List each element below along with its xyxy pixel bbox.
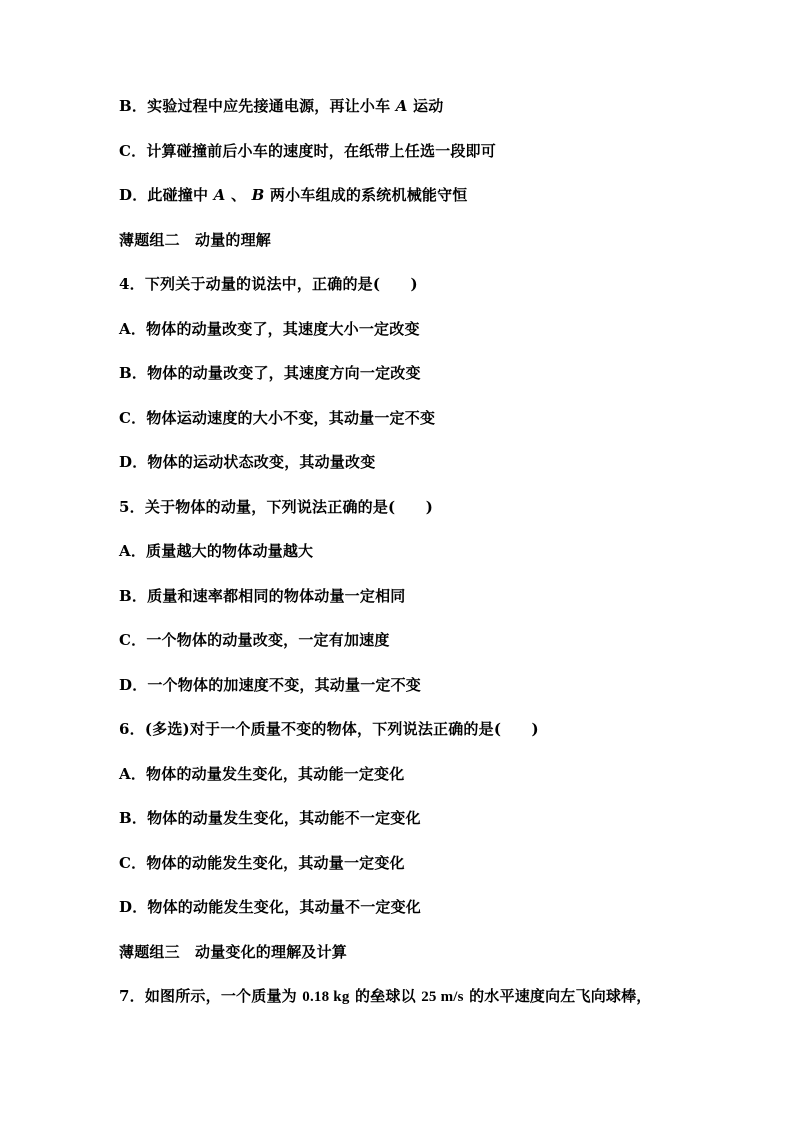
q3-option-d-text-end: 两小车组成的系统机械能守恒 (269, 186, 468, 204)
q7-stem (119, 986, 652, 1007)
q7-speed-value: 25 m/s (421, 989, 464, 1005)
q4-stem: 4．下列关于动量的说法中，正确的是( ) (119, 275, 418, 293)
section-3-title: 薄题组三 动量变化的理解及计算 (119, 943, 348, 961)
variable-b: B (251, 186, 265, 204)
q7-text: 7．如图所示，一个质量为 (119, 987, 297, 1005)
q6-stem: 6．(多选)对于一个质量不变的物体，下列说法正确的是( ) (119, 720, 539, 738)
variable-a: A (395, 97, 408, 115)
q3-option-b-text: B．实验过程中应先接通电源，再让小车 (119, 97, 391, 115)
q7-mass-value: 0.18 kg (302, 989, 350, 1005)
q3-option-b-text-end: 运动 (413, 97, 444, 115)
q5-option-c: C．一个物体的动量改变，一定有加速度 (119, 631, 390, 649)
q6-option-d: D．物体的动能发生变化，其动量不一定变化 (119, 898, 422, 916)
q6-option-a: A．物体的动量发生变化，其动能一定变化 (119, 765, 405, 783)
variable-a: A (213, 186, 226, 204)
q3-option-b (119, 96, 443, 116)
separator: 、 (230, 186, 247, 204)
q3-option-d-text: D．此碰撞中 (119, 186, 209, 204)
q6-option-b: B．物体的动量发生变化，其动能不一定变化 (119, 809, 421, 827)
q4-option-c: C．物体运动速度的大小不变，其动量一定不变 (119, 409, 436, 427)
q5-option-a: A．质量越大的物体动量越大 (119, 542, 314, 560)
q4-option-a: A．物体的动量改变了，其速度大小一定改变 (119, 320, 420, 338)
q5-option-d: D．一个物体的加速度不变，其动量一定不变 (119, 676, 422, 694)
q6-option-c: C．物体的动能发生变化，其动量一定变化 (119, 854, 405, 872)
q5-stem: 5．关于物体的动量，下列说法正确的是( ) (119, 498, 434, 516)
q4-option-b: B．物体的动量改变了，其速度方向一定改变 (119, 364, 421, 382)
section-2-title: 薄题组二 动量的理解 (119, 231, 272, 249)
q3-option-c: C．计算碰撞前后小车的速度时，在纸带上任选一段即可 (119, 142, 496, 160)
q4-option-d: D．物体的运动状态改变，其动量改变 (119, 453, 376, 471)
q5-option-b: B．质量和速率都相同的物体动量一定相同 (119, 587, 406, 605)
q3-option-d (119, 185, 468, 205)
q7-text-end: 的水平速度向左飞向球棒， (469, 987, 652, 1005)
q7-text-mid: 的垒球以 (354, 987, 416, 1005)
